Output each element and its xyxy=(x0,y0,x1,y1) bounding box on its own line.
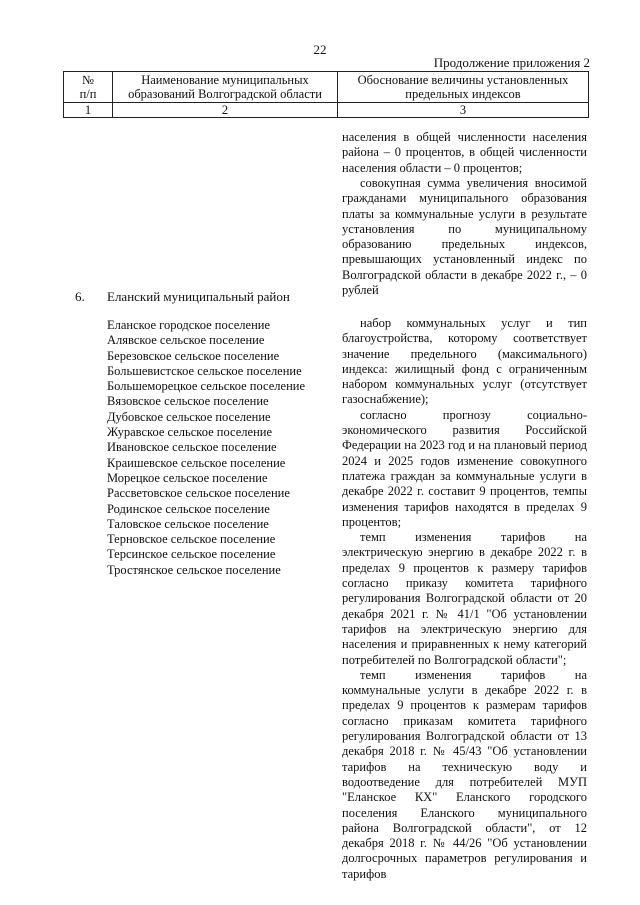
col-justification-header-line1: Обоснование величины установленных xyxy=(357,73,569,87)
settlement-item: Большеморецкое сельское поселение xyxy=(107,379,305,394)
col-number-header-line1: № xyxy=(82,73,94,87)
settlement-item: Еланское городское поселение xyxy=(107,318,271,332)
settlement-item: Морецкое сельское поселение xyxy=(107,470,268,485)
col-number-header xyxy=(64,72,113,103)
settlement-item: Дубовское сельское поселение xyxy=(107,409,271,424)
settlement-item: Алявское сельское поселение xyxy=(107,333,265,348)
justification-paragraph-1: набор коммунальных услуг и тип благоустройства, которому соответствует значение предельного (максимального) индекса: жилищный фонд с ограниченным набором коммунальных услуг (отсутствует газоснабжение); xyxy=(342,316,587,407)
top-paragraph-1: населения в общей численности населения района – 0 процентов, в общей численности населения области – 0 процентов; xyxy=(342,130,587,175)
settlement-item: Таловское сельское поселение xyxy=(107,516,269,531)
settlement-item: Тростянское сельское поселение xyxy=(107,562,281,577)
col-number-2: 2 xyxy=(113,103,338,118)
settlement-item: Рассветовское сельское поселение xyxy=(107,486,290,501)
settlement-item: Вязовское сельское поселение xyxy=(107,394,269,409)
col-justification-header-line2: предельных индексов xyxy=(405,87,521,101)
col-number-1: 1 xyxy=(64,103,113,118)
col-name-header-line2: образований Волгоградской области xyxy=(128,87,322,101)
col-number-header-line2: п/п xyxy=(79,87,97,101)
justification-block xyxy=(342,316,587,882)
settlement-item: Березовское сельское поселение xyxy=(107,348,280,363)
continuation-label: Продолжение приложения 2 xyxy=(433,55,590,70)
col-number-3: 3 xyxy=(338,103,589,118)
settlement-list xyxy=(107,318,305,578)
page-number: 22 xyxy=(313,42,327,57)
item-number: 6. xyxy=(75,289,85,304)
column-numbers-row xyxy=(64,103,589,118)
header-table xyxy=(63,71,589,118)
col-justification-header xyxy=(338,72,589,103)
settlement-item: Большевистское сельское поселение xyxy=(107,363,302,378)
settlement-item: Журавское сельское поселение xyxy=(107,425,272,440)
settlement-item: Родинское сельское поселение xyxy=(107,501,270,516)
justification-paragraph-2: согласно прогнозу социально-экономического развития Российской Федерации на 2023 год и на плановый период 2024 и 2025 годов изменение совокупного платежа граждан за коммунальные услуги в декабре 2022 г. составит 9 процентов, темпы изменения тарифов находятся в пределах 9 процентов; xyxy=(342,407,587,529)
settlement-item: Ивановское сельское поселение xyxy=(107,440,277,455)
justification-paragraph-4: темп изменения тарифов на коммунальные услуги в декабре 2022 г. в пределах 9 процентов к размерам тарифов согласно приказам комитета тарифного регулирования Волгоградской области от 13 декабря 2018 г. № 45/43 "Об установлении тарифов на техническую воду и водоотведение для потребителей МУП "Еланское КХ" Еланского городского поселения Еланского муниципального района Волгоградской области", от 12 декабря 2018 г. № 44/26 "Об установлении долгосрочных параметров регулирования и тарифов xyxy=(342,667,587,881)
header-row xyxy=(64,72,589,103)
top-paragraph-2: совокупная сумма увеличения вносимой гражданами муниципального образования платы за коммунальные услуги в результате установления по муниципальному образованию предельных индексов, превышающих установленный индекс по Волгоградской области в декабре 2022 г., – 0 рублей xyxy=(342,176,587,298)
justification-paragraph-3: темп изменения тарифов на электрическую энергию в декабре 2022 г. в пределах 9 процентов к размеру тарифов согласно приказу комитета тарифного регулирования Волгоградской области от 20 декабря 2021 г. № 41/1 "Об установлении тарифов на электрическую энергию для населения и приравненных к нему категорий потребителей по Волгоградской области"; xyxy=(342,530,587,667)
settlement-item: Терновское сельское поселение xyxy=(107,532,276,547)
col-name-header xyxy=(113,72,338,103)
item-title: Еланский муниципальный район xyxy=(107,289,290,304)
col-name-header-line1: Наименование муниципальных xyxy=(141,73,309,87)
settlement-item: Краишевское сельское поселение xyxy=(107,455,286,470)
settlement-item: Терсинское сельское поселение xyxy=(107,547,276,562)
